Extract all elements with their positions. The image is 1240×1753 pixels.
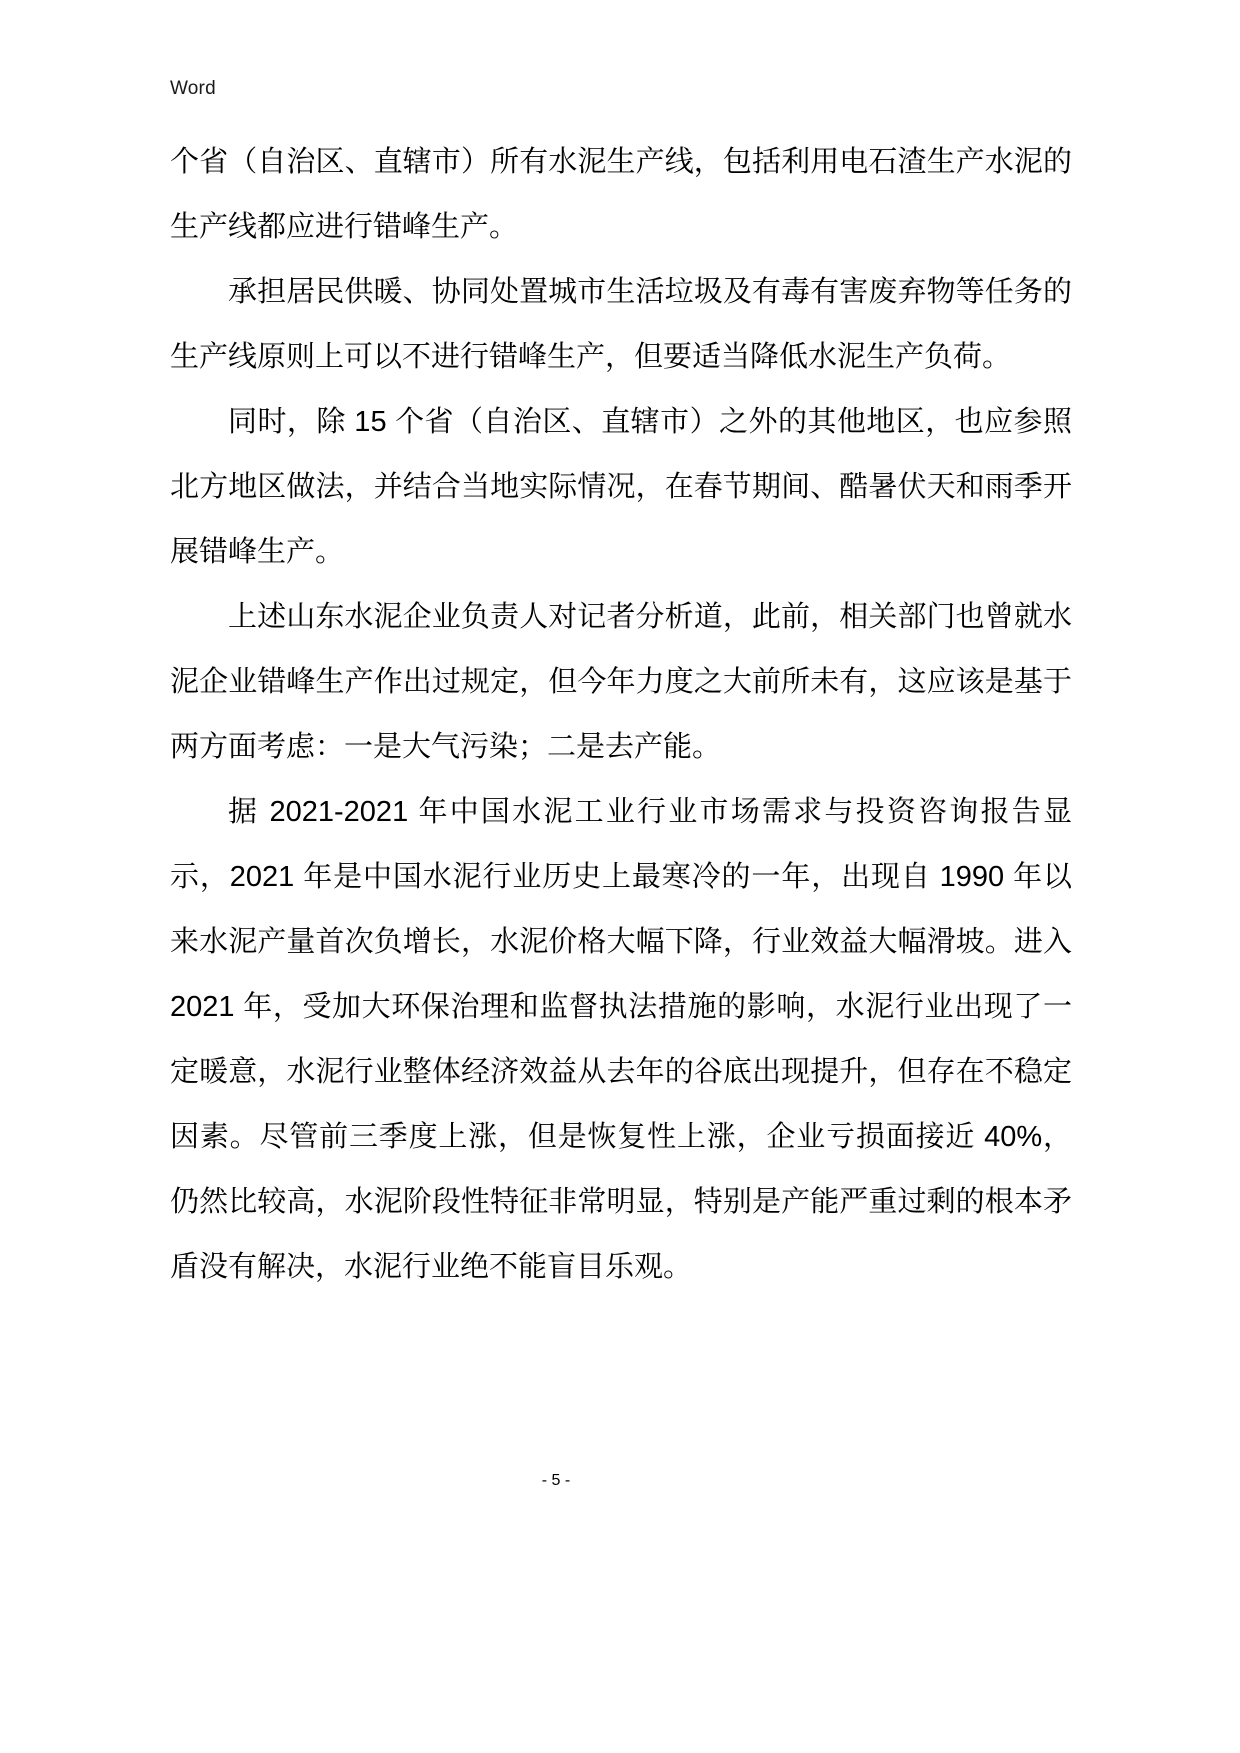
paragraph: 据 2021-2021 年中国水泥工业行业市场需求与投资咨询报告显示，2021 年是中国水泥行业历史上最寒冷的一年，出现自 1990 年以来水泥产量首次负增长，水泥价格大幅下降，行业效益大幅滑坡。进入 2021 年，受加大环保治理和监督执法措施的影响，水泥行业出现了一定暖意，水泥行业整体经济效益从去年的谷底出现提升，但存在不稳定因素。尽管前三季度上涨，但是恢复性上涨，企业亏损面接近 40%，仍然比较高，水泥阶段性特征非常明显，特别是产能严重过剩的根本矛盾没有解决，水泥行业绝不能盲目乐观。 (170, 796, 1072, 1283)
document-header-label: Word (170, 78, 216, 99)
paragraph: 承担居民供暖、协同处置城市生活垃圾及有毒有害废弃物等任务的生产线原则上可以不进行错峰生产，但要适当降低水泥生产负荷。 (170, 276, 1072, 373)
paragraph: 同时，除 15 个省（自治区、直辖市）之外的其他地区，也应参照北方地区做法，并结合当地实际情况，在春节期间、酷暑伏天和雨季开展错峰生产。 (170, 406, 1072, 568)
paragraph: 个省（自治区、直辖市）所有水泥生产线，包括利用电石渣生产水泥的生产线都应进行错峰生产。 (170, 146, 1072, 243)
page-number: - 5 - (541, 1472, 571, 1489)
paragraph: 上述山东水泥企业负责人对记者分析道，此前，相关部门也曾就水泥企业错峰生产作出过规定，但今年力度之大前所未有，这应该是基于两方面考虑：一是大气污染；二是去产能。 (170, 601, 1072, 763)
document-body (170, 130, 1072, 1300)
